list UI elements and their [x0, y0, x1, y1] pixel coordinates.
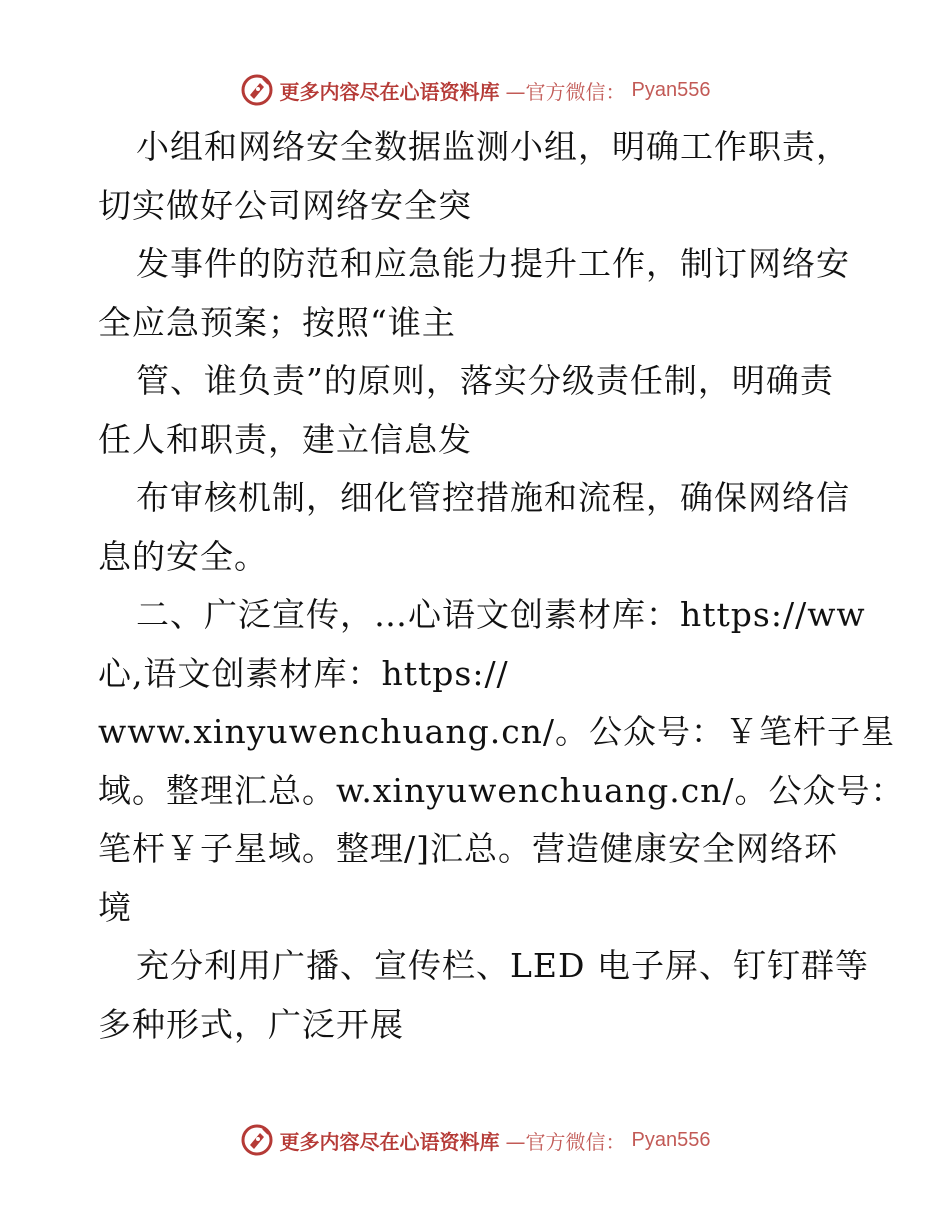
text-line: 发事件的防范和应急能力提升工作，制订网络安: [136, 244, 850, 283]
banner-title: 更多内容尽在心语资料库: [279, 79, 500, 104]
header-banner: [0, 70, 950, 110]
text-line: 任人和职责，建立信息发: [98, 419, 472, 459]
text-line: 境: [98, 887, 132, 927]
banner-official-label: —官方微信：: [505, 1129, 626, 1154]
text-line: 息的安全。: [98, 536, 268, 576]
banner-wechat-id: Pyan556: [631, 78, 711, 101]
text-line: 二、广泛宣传，…心语文创素材库：https://ww: [136, 595, 866, 634]
document-body: [98, 118, 905, 1054]
banner-wechat-id: Pyan556: [631, 1128, 711, 1151]
banner-official-label: —官方微信：: [505, 79, 626, 104]
text-line: 多种形式，广泛开展: [98, 1004, 404, 1044]
pen-nib-logo-icon: [240, 1123, 274, 1157]
text-line: 小组和网络安全数据监测小组，明确工作职责，: [136, 127, 850, 166]
banner-title: 更多内容尽在心语资料库: [279, 1129, 500, 1154]
text-line: 心,语文创素材库：https://: [98, 653, 509, 693]
text-line: 笔杆￥子星域。整理/]汇总。营造健康安全网络环: [98, 829, 838, 868]
text-line: 全应急预案；按照“谁主: [98, 302, 456, 342]
text-line: 管、谁负责”的原则，落实分级责任制，明确责: [136, 361, 834, 400]
text-line: 切实做好公司网络安全突: [98, 185, 472, 225]
text-line: www.xinyuwenchuang.cn/。公众号：￥笔杆子星: [98, 712, 896, 751]
text-line: 充分利用广播、宣传栏、LED 电子屏、钉钉群等: [136, 946, 869, 985]
footer-banner: [0, 1120, 950, 1160]
text-line: 布审核机制，细化管控措施和流程，确保网络信: [136, 478, 850, 517]
pen-nib-logo-icon: [240, 73, 274, 107]
text-line: 域。整理汇总。w.xinyuwenchuang.cn/。公众号：: [98, 770, 905, 810]
